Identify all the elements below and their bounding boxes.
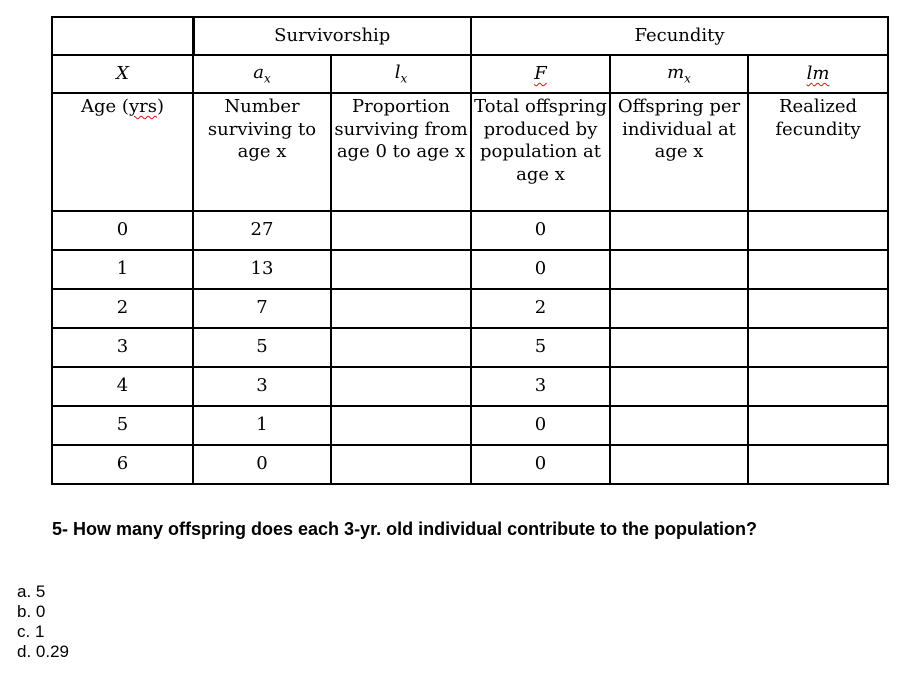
option-b[interactable]: b. 0	[17, 602, 46, 621]
table-row	[52, 289, 888, 328]
table-row	[52, 406, 888, 445]
cell-mx	[610, 328, 748, 367]
header-lxmx: Realized fecundity	[748, 93, 888, 211]
cell-mx	[610, 211, 748, 250]
cell-mx	[610, 445, 748, 484]
cell-fx: 3	[471, 367, 610, 406]
cell-age: 0	[52, 211, 193, 250]
cell-fx: 0	[471, 445, 610, 484]
cell-lx	[331, 289, 471, 328]
cell-age: 2	[52, 289, 193, 328]
answer-options	[17, 582, 69, 662]
table-row	[52, 250, 888, 289]
cell-ax: 7	[193, 289, 331, 328]
table-row	[52, 367, 888, 406]
cell-ax: 0	[193, 445, 331, 484]
option-c[interactable]: c. 1	[17, 622, 45, 641]
cell-fx: 0	[471, 406, 610, 445]
cell-lxmx	[748, 289, 888, 328]
cell-age: 1	[52, 250, 193, 289]
group-header-survivorship: Survivorship	[193, 17, 471, 55]
cell-fx: 2	[471, 289, 610, 328]
table-row	[52, 445, 888, 484]
cell-age: 5	[52, 406, 193, 445]
header-ax: Number surviving to age x	[193, 93, 331, 211]
question-text: 5- How many offspring does each 3-yr. old individual contribute to the population?	[52, 519, 758, 539]
option-a[interactable]: a. 5	[17, 582, 46, 601]
cell-mx	[610, 250, 748, 289]
cell-lx	[331, 406, 471, 445]
cell-lx	[331, 367, 471, 406]
header-fx: Total offspring produced by population at age x	[471, 93, 610, 211]
cell-lxmx	[748, 367, 888, 406]
cell-age: 6	[52, 445, 193, 484]
cell-lx	[331, 445, 471, 484]
cell-fx: 0	[471, 211, 610, 250]
cell-lx	[331, 328, 471, 367]
cell-lx	[331, 250, 471, 289]
symbol-fx: F	[471, 55, 610, 93]
cell-ax: 13	[193, 250, 331, 289]
cell-ax: 27	[193, 211, 331, 250]
symbol-ax: $a_x$	[193, 55, 331, 93]
symbol-lx: $l_x$	[331, 55, 471, 93]
symbol-lxmx: lm	[748, 55, 888, 93]
header-mx: Offspring per individual at age x	[610, 93, 748, 211]
symbol-x: X	[52, 55, 193, 93]
header-lx: Proportion surviving from age 0 to age x	[331, 93, 471, 211]
cell-fx: 0	[471, 250, 610, 289]
cell-mx	[610, 406, 748, 445]
cell-mx	[610, 289, 748, 328]
cell-lxmx	[748, 328, 888, 367]
life-table	[51, 16, 889, 485]
option-d[interactable]: d. 0.29	[17, 642, 69, 661]
cell-ax: 3	[193, 367, 331, 406]
cell-fx: 5	[471, 328, 610, 367]
cell-mx	[610, 367, 748, 406]
cell-lxmx	[748, 250, 888, 289]
symbol-mx: $m_x$	[610, 55, 748, 93]
group-header-fecundity: Fecundity	[471, 17, 888, 55]
cell-ax: 5	[193, 328, 331, 367]
cell-lxmx	[748, 406, 888, 445]
table-row	[52, 328, 888, 367]
cell-age: 3	[52, 328, 193, 367]
cell-lx	[331, 211, 471, 250]
table-row	[52, 211, 888, 250]
cell-lxmx	[748, 445, 888, 484]
table-corner-cell	[52, 17, 193, 55]
cell-lxmx	[748, 211, 888, 250]
cell-ax: 1	[193, 406, 331, 445]
cell-age: 4	[52, 367, 193, 406]
header-age: Age (yrs)	[52, 93, 193, 211]
